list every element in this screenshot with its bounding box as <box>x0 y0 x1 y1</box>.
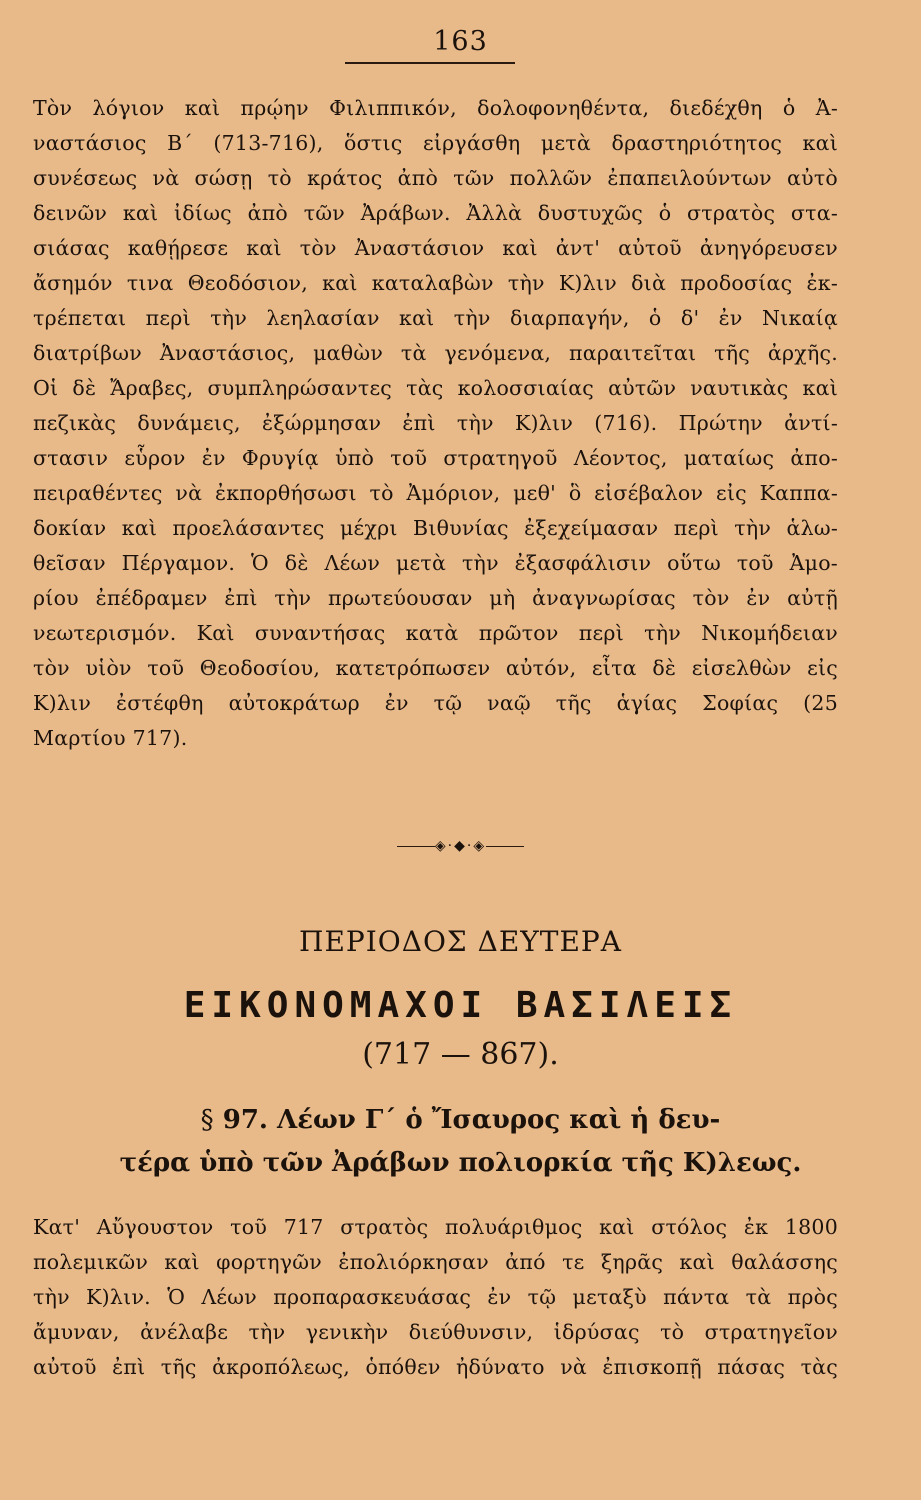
text-line: πολεμικῶν καὶ φορτηγῶν ἐπολιόρκησαν ἀπό τε ξηρᾶς καὶ θαλάσσης <box>33 1250 838 1274</box>
text-line: Κατ' Αὔγουστον τοῦ 717 στρατὸς πολυάριθμος καὶ στόλος ἐκ 1800 <box>33 1215 838 1239</box>
text-line: ναστάσιος Β΄ (713-716), ὅστις εἰργάσθη μετὰ δραστηριότητος καὶ <box>33 131 838 155</box>
text-line: ἄσημόν τινα Θεοδόσιον, καὶ καταλαβὼν τὴν Κ)λιν διὰ προδοσίας ἐκ- <box>33 271 838 295</box>
text-line: τρέπεται περὶ τὴν λεηλασίαν καὶ τὴν διαρπαγήν, ὁ δ' ἐν Νικαίᾳ <box>33 306 838 330</box>
text-line: δοκίαν καὶ προελάσαντες μέχρι Βιθυνίας ἐξεχείμασαν περὶ τὴν ἁλω- <box>33 516 838 540</box>
header-rule <box>345 62 515 64</box>
text-line: συνέσεως νὰ σώσῃ τὸ κράτος ἀπὸ τῶν πολλῶν ἐπαπειλούντων αὐτὸ <box>33 166 838 190</box>
period-title: ΠΕΡΙΟΔΟΣ ΔΕΥΤΕΡΑ <box>299 925 622 958</box>
text-line: θεῖσαν Πέργαμον. Ὁ δὲ Λέων μετὰ τὴν ἐξασφάλισιν οὕτω τοῦ Ἀμο- <box>33 551 838 575</box>
text-line: νεωτερισμόν. Καὶ συναντήσας κατὰ πρῶτον περὶ τὴν Νικομήδειαν <box>33 621 838 645</box>
page-number: 163 <box>433 26 488 57</box>
text-line: τὴν Κ)λιν. Ὁ Λέων προπαρασκευάσας ἐν τῷ μεταξὺ πάντα τὰ πρὸς <box>33 1285 838 1309</box>
text-line: ἄμυναν, ἀνέλαβε τὴν γενικὴν διεύθυνσιν, ἱδρύσας τὸ στρατηγεῖον <box>33 1320 838 1344</box>
section-heading-text: 97. Λέων Γ΄ ὁ Ἴσαυρος καὶ ἡ δευ- <box>222 1105 721 1135</box>
section-symbol: § <box>200 1105 214 1135</box>
text-line: Κ)λιν ἐστέφθη αὐτοκράτωρ ἐν τῷ ναῷ τῆς ἁγίας Σοφίας (25 <box>33 691 838 715</box>
text-line: Μαρτίου 717). <box>33 726 188 750</box>
section-heading-line-1 <box>0 1105 921 1135</box>
text-line: αὐτοῦ ἐπὶ τῆς ἀκροπόλεως, ὁπόθεν ἠδύνατο νὰ ἐπισκοπῇ πάσας τὰς <box>33 1355 838 1379</box>
section-heading-line-2: τέρα ὑπὸ τῶν Ἀράβων πολιορκία τῆς Κ)λεως. <box>119 1148 802 1178</box>
text-line: πειραθέντες νὰ ἐκπορθήσωσι τὸ Ἀμόριον, μεθ' ὃ εἰσέβαλον εἰς Καππα- <box>33 481 838 505</box>
text-line: διατρίβων Ἀναστάσιος, μαθὼν τὰ γενόμενα, παραιτεῖται τῆς ἀρχῆς. <box>33 341 838 365</box>
text-line: τὸν υἱὸν τοῦ Θεοδοσίου, κατετρόπωσεν αὐτόν, εἶτα δὲ εἰσελθὼν εἰς <box>33 656 838 680</box>
text-line: ρίου ἐπέδραμεν ἐπὶ τὴν πρωτεύουσαν μὴ ἀναγνωρίσας τὸν ἐν αὐτῇ <box>33 586 838 610</box>
period-dates: (717 — 867). <box>362 1037 559 1072</box>
text-line: στασιν εὗρον ἐν Φρυγίᾳ ὑπὸ τοῦ στρατηγοῦ Λέοντος, ματαίως ἀπο- <box>33 446 838 470</box>
period-subtitle: ΕΙΚΟΝΟΜΑΧΟΙ ΒΑΣΙΛΕΙΣ <box>183 985 738 1026</box>
text-line: δεινῶν καὶ ἰδίως ἀπὸ τῶν Ἀράβων. Ἀλλὰ δυστυχῶς ὁ στρατὸς στα- <box>33 201 838 225</box>
text-line: Οἱ δὲ Ἄραβες, συμπληρώσαντες τὰς κολοσσιαίας αὐτῶν ναυτικὰς καὶ <box>33 376 838 400</box>
section-divider-ornament: ◈·◆·◈ <box>0 838 921 854</box>
text-line: πεζικὰς δυνάμεις, ἐξώρμησαν ἐπὶ τὴν Κ)λιν (716). Πρώτην ἀντί- <box>33 411 838 435</box>
text-line: Τὸν λόγιον καὶ πρῴην Φιλιππικόν, δολοφονηθέντα, διεδέχθη ὁ Ἀ- <box>33 96 838 120</box>
text-line: σιάσας καθῄρεσε καὶ τὸν Ἀναστάσιον καὶ ἀντ' αὐτοῦ ἀνηγόρευσεν <box>33 236 838 260</box>
